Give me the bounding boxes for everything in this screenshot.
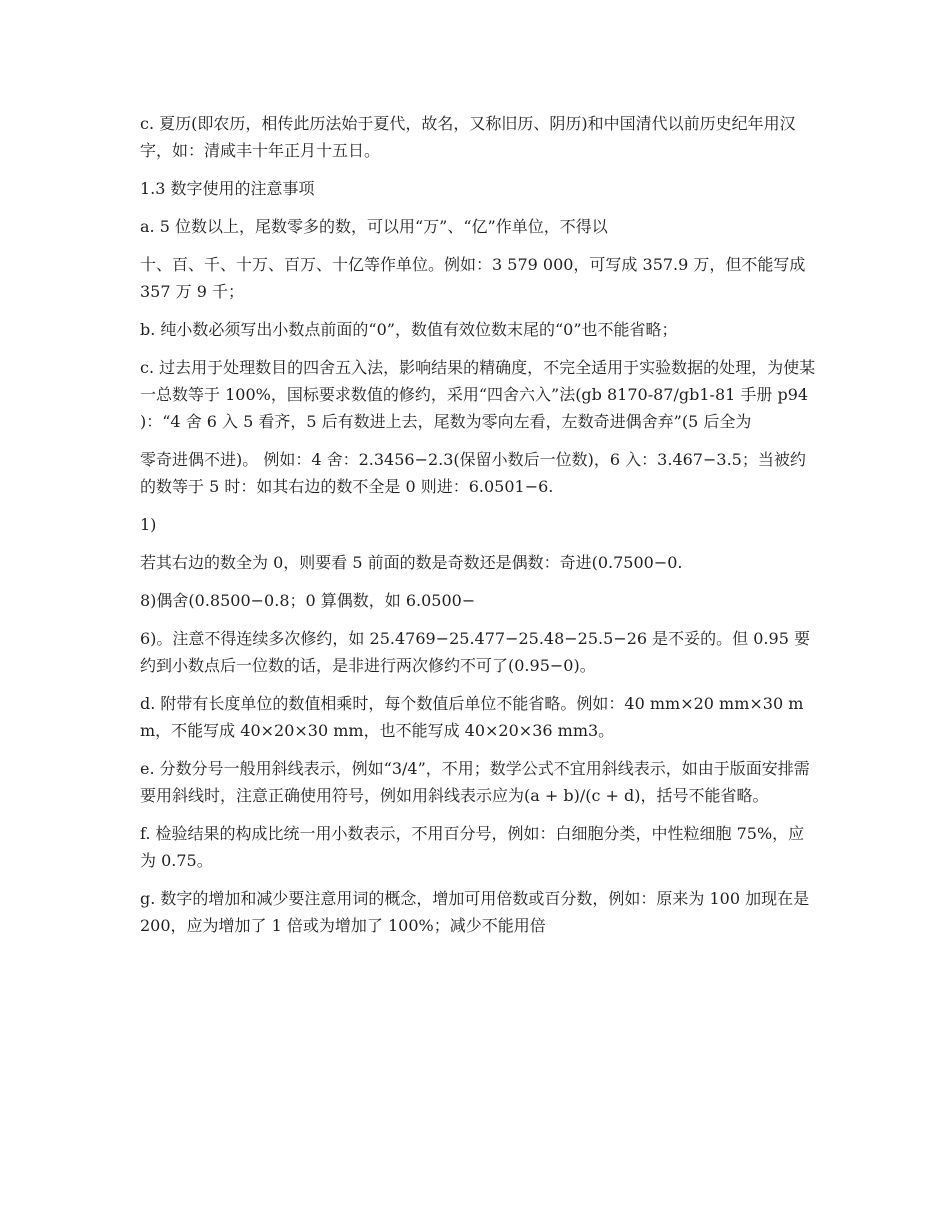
paragraph-item-g: g. 数字的增加和减少要注意用词的概念，增加可用倍数或百分数，例如：原来为 100 加现在是 200，应为增加了 1 倍或为增加了 100%；减少不能用倍 (140, 889, 810, 935)
paragraph-xiali: c. 夏历(即农历，相传此历法始于夏代，故名，又称旧历、阴历)和中国清代以前历史纪年用汉字，如：清咸丰十年正月十五日。 (140, 114, 796, 160)
paragraph-fragment-1: 1) (140, 515, 157, 534)
paragraph-item-c-cont: 零奇进偶不进)。 例如：4 舍：2.3456−2.3(保留小数后一位数)，6 入：3.467−3.5；当被约的数等于 5 时：如其右边的数不全是 0 则进：6.0501−6. (140, 450, 806, 496)
paragraph-item-f: f. 检验结果的构成比统一用小数表示，不用百分号，例如：白细胞分类，中性粒细胞 75%，应为 0.75。 (140, 824, 805, 870)
paragraph-rounding-note: 6)。注意不得连续多次修约，如 25.4769−25.477−25.48−25.5−26 是不妥的。但 0.95 要约到小数点后一位数的话，是非进行两次修约不可了(0.95−0)。 (140, 629, 810, 675)
paragraph-item-b: b. 纯小数必须写出小数点前面的“0”，数值有效位数末尾的“0”也不能省略； (140, 320, 678, 339)
paragraph-item-a-cont: 十、百、千、十万、百万、十亿等作单位。例如：3 579 000，可写成 357.9 万，但不能写成 357 万 9 千； (140, 255, 806, 301)
paragraph-item-d: d. 附带有长度单位的数值相乘时，每个数值后单位不能省略。例如：40 mm×20 mm×30 mm，不能写成 40×20×30 mm，也不能写成 40×20×36 mm3。 (140, 694, 804, 740)
paragraph-item-c: c. 过去用于处理数目的四舍五入法，影响结果的精确度，不完全适用于实验数据的处理，为使某一总数等于 100%，国标要求数值的修约，采用“四舍六入”法(gb 8170-87/gb1-81 手册 p94 )：“4 舍 6 入 5 看齐，5 后有数进上去，尾数为零向左看，左数奇进偶舍弃”(5 后全为 (140, 358, 816, 431)
section-heading: 1.3 数字使用的注意事项 (140, 179, 315, 198)
paragraph-item-a: a. 5 位数以上，尾数零多的数，可以用“万”、“亿”作单位，不得以 (140, 217, 608, 236)
paragraph-rounding-even: 8)偶舍(0.8500−0.8；0 算偶数，如 6.0500− (140, 591, 476, 610)
paragraph-rounding-odd: 若其右边的数全为 0，则要看 5 前面的数是奇数还是偶数：奇进(0.7500−0. (140, 553, 683, 572)
document-page (140, 110, 820, 950)
paragraph-item-e: e. 分数分号一般用斜线表示，例如“3/4”，不用；数学公式不宜用斜线表示，如由于版面安排需要用斜线时，注意正确使用符号，例如用斜线表示应为(a + b)/(c + d)，括号不能省略。 (140, 759, 810, 805)
